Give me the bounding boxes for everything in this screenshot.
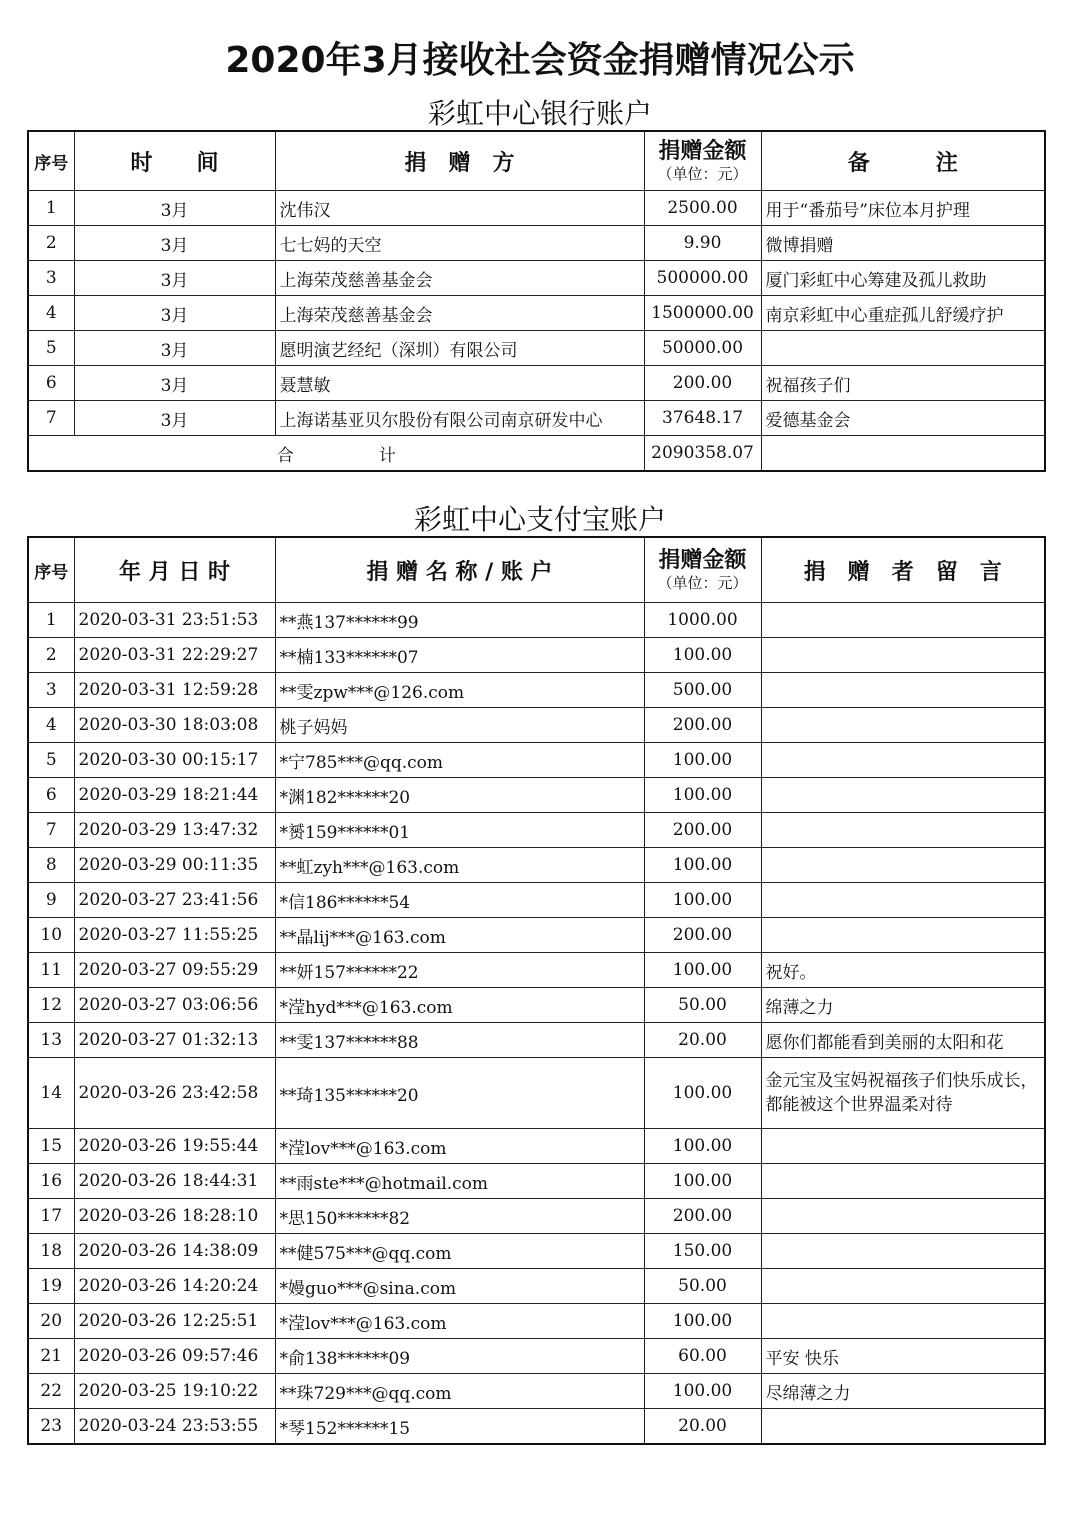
row-time: 2020-03-26 23:42:58 [74, 1058, 275, 1129]
header-amount-label: 捐赠金额 [658, 139, 747, 164]
bank-table-header [28, 131, 1045, 191]
row-message: 愿你们都能看到美丽的太阳和花 [761, 1023, 1045, 1058]
row-time: 2020-03-27 01:32:13 [74, 1023, 275, 1058]
header-amount [644, 537, 761, 603]
table-row [28, 883, 1045, 918]
row-message [761, 1129, 1045, 1164]
row-time: 3月 [74, 366, 275, 401]
row-index: 18 [28, 1234, 74, 1269]
header-index: 序号 [28, 537, 74, 603]
row-time: 2020-03-27 03:06:56 [74, 988, 275, 1023]
row-amount: 20.00 [644, 1409, 761, 1445]
row-donor-account: *滢lov***@163.com [275, 1129, 644, 1164]
row-amount: 200.00 [644, 918, 761, 953]
row-amount: 150.00 [644, 1234, 761, 1269]
row-amount: 100.00 [644, 1058, 761, 1129]
row-amount: 500.00 [644, 673, 761, 708]
table-row [28, 1199, 1045, 1234]
row-index: 2 [28, 638, 74, 673]
row-index: 16 [28, 1164, 74, 1199]
row-index: 12 [28, 988, 74, 1023]
row-message: 尽绵薄之力 [761, 1374, 1045, 1409]
row-donor: 聂慧敏 [275, 366, 644, 401]
row-index: 8 [28, 848, 74, 883]
row-amount: 200.00 [644, 366, 761, 401]
row-time: 2020-03-27 11:55:25 [74, 918, 275, 953]
row-donor-account: *思150******82 [275, 1199, 644, 1234]
row-donor-account: 桃子妈妈 [275, 708, 644, 743]
row-message [761, 1269, 1045, 1304]
alipay-section-title: 彩虹中心支付宝账户 [413, 503, 666, 536]
row-time: 2020-03-29 18:21:44 [74, 778, 275, 813]
row-index: 19 [28, 1269, 74, 1304]
row-donor-account: **妍157******22 [275, 953, 644, 988]
row-message: 平安 快乐 [761, 1339, 1045, 1374]
row-time: 2020-03-24 23:53:55 [74, 1409, 275, 1445]
row-donor-account: **雯zpw***@126.com [275, 673, 644, 708]
row-time: 3月 [74, 296, 275, 331]
row-amount: 100.00 [644, 638, 761, 673]
row-index: 11 [28, 953, 74, 988]
row-message [761, 638, 1045, 673]
table-row [28, 401, 1045, 436]
row-donor-account: *宁785***@qq.com [275, 743, 644, 778]
row-index: 23 [28, 1409, 74, 1445]
row-amount: 100.00 [644, 778, 761, 813]
row-index: 2 [28, 226, 74, 261]
table-row [28, 1269, 1045, 1304]
table-row [28, 366, 1045, 401]
row-donor-account: *滢hyd***@163.com [275, 988, 644, 1023]
row-index: 6 [28, 366, 74, 401]
total-row [28, 436, 1045, 472]
row-amount: 100.00 [644, 953, 761, 988]
row-message [761, 1409, 1045, 1445]
row-amount: 500000.00 [644, 261, 761, 296]
row-donor-account: *赟159******01 [275, 813, 644, 848]
row-time: 2020-03-26 12:25:51 [74, 1304, 275, 1339]
row-index: 6 [28, 778, 74, 813]
table-row [28, 813, 1045, 848]
row-amount: 200.00 [644, 708, 761, 743]
header-amount [644, 131, 761, 191]
table-row [28, 848, 1045, 883]
header-time: 时 间 [74, 131, 275, 191]
alipay-table-header [28, 537, 1045, 603]
row-index: 10 [28, 918, 74, 953]
row-time: 2020-03-26 09:57:46 [74, 1339, 275, 1374]
table-row [28, 1374, 1045, 1409]
table-row [28, 638, 1045, 673]
row-note: 南京彩虹中心重症孤儿舒缓疗护 [761, 296, 1045, 331]
row-time: 2020-03-26 14:20:24 [74, 1269, 275, 1304]
row-message [761, 848, 1045, 883]
bank-section-title: 彩虹中心银行账户 [427, 97, 652, 130]
row-time: 2020-03-27 23:41:56 [74, 883, 275, 918]
bank-donation-table [27, 130, 1046, 472]
row-donor: 沈伟汉 [275, 191, 644, 226]
row-index: 7 [28, 401, 74, 436]
table-row [28, 331, 1045, 366]
row-note: 祝福孩子们 [761, 366, 1045, 401]
row-time: 2020-03-26 18:44:31 [74, 1164, 275, 1199]
row-donor-account: *信186******54 [275, 883, 644, 918]
row-donor-account: *琴152******15 [275, 1409, 644, 1445]
row-amount: 100.00 [644, 743, 761, 778]
row-time: 2020-03-27 09:55:29 [74, 953, 275, 988]
row-message [761, 1234, 1045, 1269]
row-donor-account: **楠133******07 [275, 638, 644, 673]
row-index: 22 [28, 1374, 74, 1409]
total-note [761, 436, 1045, 472]
total-amount: 2090358.07 [644, 436, 761, 472]
row-amount: 200.00 [644, 1199, 761, 1234]
row-amount: 37648.17 [644, 401, 761, 436]
row-time: 2020-03-31 12:59:28 [74, 673, 275, 708]
row-time: 2020-03-29 13:47:32 [74, 813, 275, 848]
row-index: 5 [28, 743, 74, 778]
table-row [28, 778, 1045, 813]
row-amount: 200.00 [644, 813, 761, 848]
row-message [761, 1304, 1045, 1339]
row-index: 20 [28, 1304, 74, 1339]
row-time: 3月 [74, 191, 275, 226]
row-amount: 100.00 [644, 848, 761, 883]
row-donor: 七七妈的天空 [275, 226, 644, 261]
table-row [28, 743, 1045, 778]
row-message: 祝好。 [761, 953, 1045, 988]
row-message: 金元宝及宝妈祝福孩子们快乐成长，都能被这个世界温柔对待 [761, 1058, 1045, 1129]
row-note [761, 331, 1045, 366]
row-donor-account: **燕137******99 [275, 603, 644, 638]
row-index: 4 [28, 708, 74, 743]
table-row [28, 1023, 1045, 1058]
table-row [28, 673, 1045, 708]
row-time: 2020-03-26 18:28:10 [74, 1199, 275, 1234]
table-row [28, 191, 1045, 226]
table-row [28, 1339, 1045, 1374]
row-message [761, 883, 1045, 918]
header-index: 序号 [28, 131, 74, 191]
table-row [28, 296, 1045, 331]
row-note: 用于“番茄号”床位本月护理 [761, 191, 1045, 226]
table-row [28, 1058, 1045, 1129]
row-time: 3月 [74, 261, 275, 296]
header-donor: 捐 赠 方 [275, 131, 644, 191]
row-donor-account: *滢lov***@163.com [275, 1304, 644, 1339]
row-amount: 1500000.00 [644, 296, 761, 331]
row-index: 1 [28, 603, 74, 638]
row-time: 2020-03-30 18:03:08 [74, 708, 275, 743]
row-index: 4 [28, 296, 74, 331]
row-donor: 愿明演艺经纪（深圳）有限公司 [275, 331, 644, 366]
page-title: 2020年3月接收社会资金捐赠情况公示 [225, 40, 855, 81]
row-message [761, 673, 1045, 708]
row-time: 2020-03-26 14:38:09 [74, 1234, 275, 1269]
row-index: 3 [28, 673, 74, 708]
row-donor: 上海荣茂慈善基金会 [275, 261, 644, 296]
table-row [28, 226, 1045, 261]
row-time: 3月 [74, 226, 275, 261]
row-message [761, 813, 1045, 848]
total-label: 合 计 [28, 436, 644, 472]
header-message: 捐 赠 者 留 言 [761, 537, 1045, 603]
row-donor-account: **雨ste***@hotmail.com [275, 1164, 644, 1199]
row-amount: 60.00 [644, 1339, 761, 1374]
row-time: 2020-03-30 00:15:17 [74, 743, 275, 778]
header-note: 备 注 [761, 131, 1045, 191]
header-amount-label: 捐赠金额 [658, 548, 747, 573]
table-row [28, 953, 1045, 988]
row-donor-account: **珠729***@qq.com [275, 1374, 644, 1409]
table-row [28, 603, 1045, 638]
row-donor-account: *俞138******09 [275, 1339, 644, 1374]
row-index: 13 [28, 1023, 74, 1058]
table-row [28, 1129, 1045, 1164]
row-time: 3月 [74, 331, 275, 366]
table-row [28, 918, 1045, 953]
alipay-donation-table [27, 536, 1046, 1445]
row-time: 2020-03-29 00:11:35 [74, 848, 275, 883]
row-donor-account: **晶lij***@163.com [275, 918, 644, 953]
header-donor-account: 捐 赠 名 称 / 账 户 [275, 537, 644, 603]
table-row [28, 708, 1045, 743]
row-index: 14 [28, 1058, 74, 1129]
row-amount: 50.00 [644, 988, 761, 1023]
row-donor-account: *嫚guo***@sina.com [275, 1269, 644, 1304]
table-row [28, 1164, 1045, 1199]
row-donor-account: **琦135******20 [275, 1058, 644, 1129]
row-time: 2020-03-31 22:29:27 [74, 638, 275, 673]
row-message [761, 918, 1045, 953]
row-amount: 50.00 [644, 1269, 761, 1304]
table-row [28, 988, 1045, 1023]
header-amount-unit: （单位：元） [657, 574, 748, 592]
row-index: 9 [28, 883, 74, 918]
row-amount: 100.00 [644, 1304, 761, 1339]
row-index: 15 [28, 1129, 74, 1164]
row-index: 21 [28, 1339, 74, 1374]
row-index: 5 [28, 331, 74, 366]
row-amount: 100.00 [644, 1374, 761, 1409]
row-message [761, 1164, 1045, 1199]
row-amount: 2500.00 [644, 191, 761, 226]
row-note: 爱德基金会 [761, 401, 1045, 436]
row-amount: 1000.00 [644, 603, 761, 638]
row-donor: 上海荣茂慈善基金会 [275, 296, 644, 331]
row-time: 3月 [74, 401, 275, 436]
row-message [761, 778, 1045, 813]
row-amount: 20.00 [644, 1023, 761, 1058]
table-row [28, 1409, 1045, 1445]
row-message: 绵薄之力 [761, 988, 1045, 1023]
row-index: 1 [28, 191, 74, 226]
row-note: 厦门彩虹中心筹建及孤儿救助 [761, 261, 1045, 296]
row-message [761, 743, 1045, 778]
row-donor-account: **雯137******88 [275, 1023, 644, 1058]
row-donor-account: *渊182******20 [275, 778, 644, 813]
row-amount: 9.90 [644, 226, 761, 261]
table-row [28, 1304, 1045, 1339]
row-donor-account: **健575***@qq.com [275, 1234, 644, 1269]
row-message [761, 708, 1045, 743]
row-note: 微博捐赠 [761, 226, 1045, 261]
table-row [28, 1234, 1045, 1269]
row-amount: 100.00 [644, 1164, 761, 1199]
row-amount: 100.00 [644, 883, 761, 918]
row-index: 7 [28, 813, 74, 848]
row-message [761, 1199, 1045, 1234]
row-time: 2020-03-26 19:55:44 [74, 1129, 275, 1164]
row-donor-account: **虹zyh***@163.com [275, 848, 644, 883]
row-index: 3 [28, 261, 74, 296]
row-index: 17 [28, 1199, 74, 1234]
row-time: 2020-03-25 19:10:22 [74, 1374, 275, 1409]
row-amount: 100.00 [644, 1129, 761, 1164]
row-amount: 50000.00 [644, 331, 761, 366]
row-message [761, 603, 1045, 638]
row-time: 2020-03-31 23:51:53 [74, 603, 275, 638]
row-donor: 上海诺基亚贝尔股份有限公司南京研发中心 [275, 401, 644, 436]
table-row [28, 261, 1045, 296]
header-amount-unit: （单位：元） [657, 165, 748, 183]
header-time: 年 月 日 时 [74, 537, 275, 603]
